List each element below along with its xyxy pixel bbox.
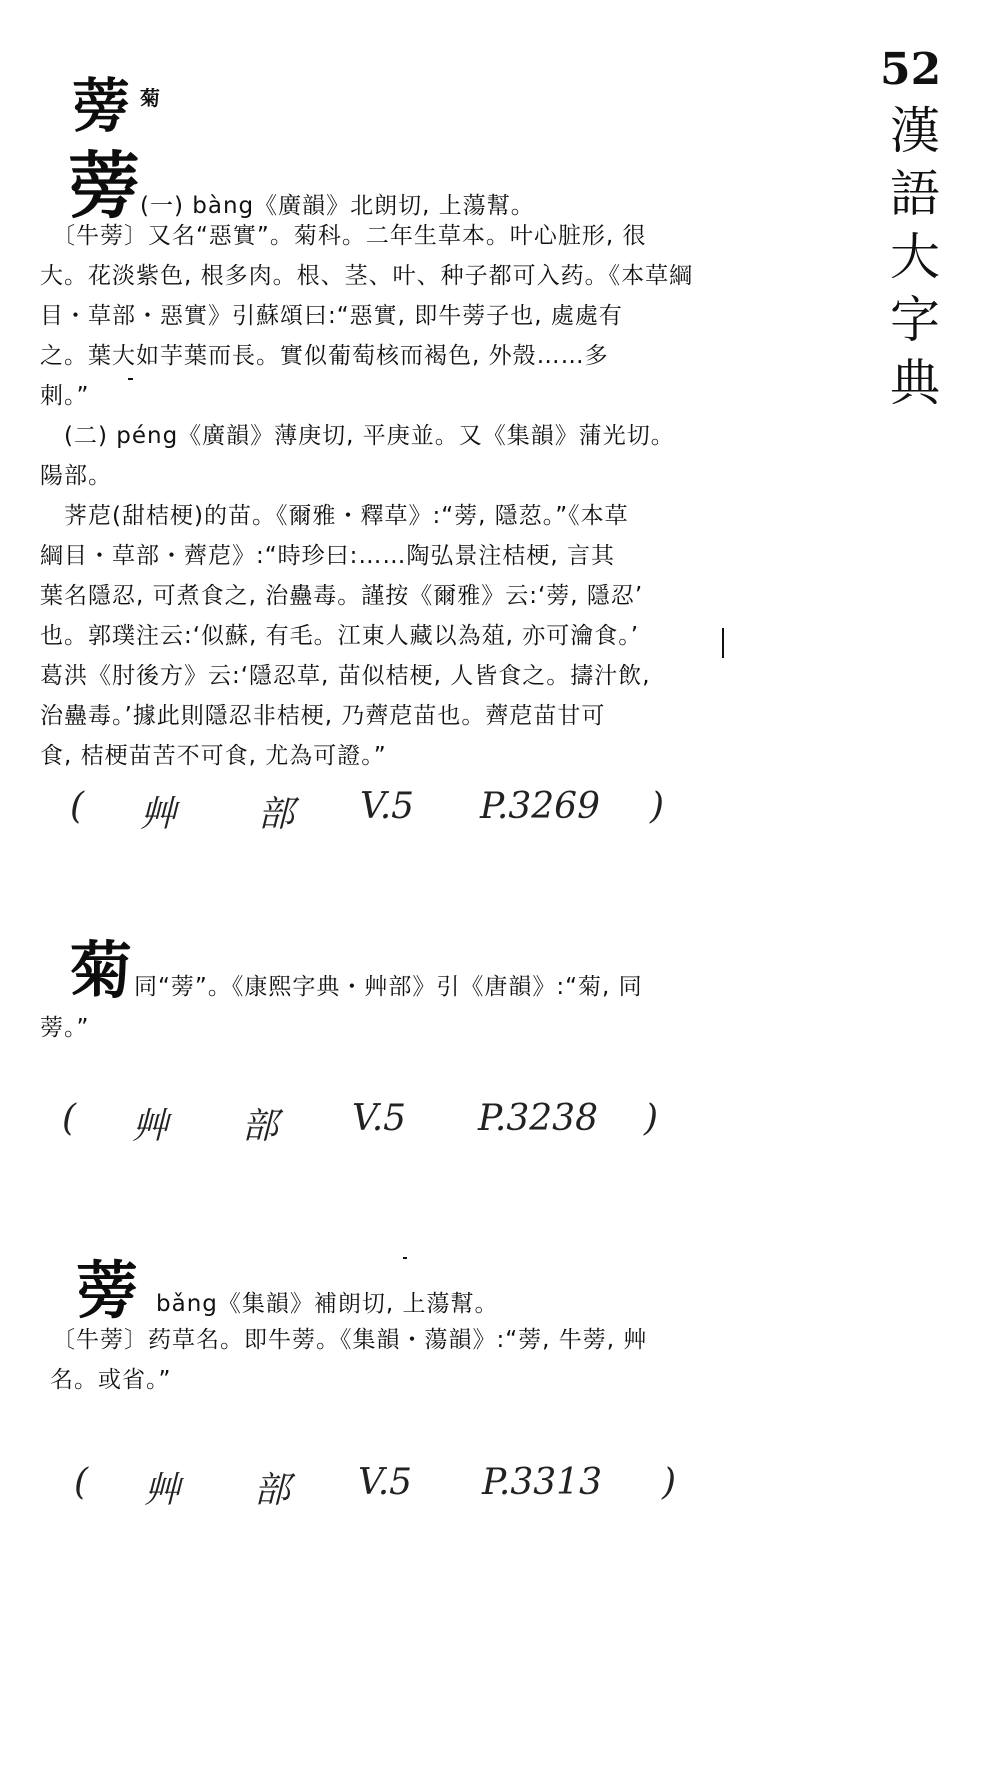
scan-dot bbox=[403, 1257, 407, 1259]
body-line: 荠苨(甜桔梗)的苗。《爾雅・釋草》:“蒡, 隱荵。”《本草 bbox=[64, 503, 629, 529]
body-line: 之。葉大如芋葉而長。實似葡萄核而褐色, 外殼……多 bbox=[40, 343, 609, 369]
radical-label: 部 bbox=[242, 1106, 279, 1147]
body-line: 大。花淡紫色, 根多肉。根、茎、叶、种子都可入药。《本草綱 bbox=[40, 263, 694, 289]
page-ref: P.3269 bbox=[480, 786, 600, 827]
radical: 艸 bbox=[140, 794, 177, 835]
body-line: 刺。” bbox=[40, 383, 90, 409]
body-line: 葛洪《肘後方》云:‘隱忍草, 苗似桔梗, 人皆食之。擣汁飲, bbox=[40, 663, 651, 689]
body-line: 名。或省。” bbox=[50, 1367, 172, 1393]
entry1-handwritten-reference bbox=[70, 786, 710, 836]
title-char: 漢 bbox=[890, 102, 940, 160]
page-number: 52 bbox=[880, 44, 942, 95]
entry1-head-main: 蒡 bbox=[68, 144, 141, 228]
radical-label: 部 bbox=[258, 794, 295, 835]
paren-open: ( bbox=[70, 786, 85, 827]
paren-close: ) bbox=[662, 1462, 677, 1503]
radical: 艸 bbox=[132, 1106, 169, 1147]
body-line: (二) péng《廣韻》薄庚切, 平庚並。又《集韻》蒲光切。 bbox=[64, 423, 675, 449]
entry3-handwritten-reference bbox=[74, 1462, 714, 1512]
body-line: 也。郭璞注云:‘似蘇, 有毛。江東人藏以為葅, 亦可瀹食。’ bbox=[40, 623, 640, 649]
paren-open: ( bbox=[74, 1462, 89, 1503]
dictionary-title bbox=[885, 100, 945, 415]
margin-mark bbox=[722, 628, 724, 658]
body-line: 葉名隱忍, 可煮食之, 治蠱毒。謹按《爾雅》云:‘蒡, 隱忍’ bbox=[40, 583, 644, 609]
entry2-handwritten-reference bbox=[62, 1098, 702, 1148]
entry3-body bbox=[40, 1320, 730, 1400]
paren-close: ) bbox=[644, 1098, 659, 1139]
title-char: 典 bbox=[890, 354, 940, 412]
page-ref: P.3313 bbox=[482, 1462, 602, 1503]
radical-label: 部 bbox=[254, 1470, 291, 1511]
radical: 艸 bbox=[144, 1470, 181, 1511]
title-char: 語 bbox=[890, 165, 940, 223]
body-line: 目・草部・惡實》引蘇頌曰:“惡實, 即牛蒡子也, 處處有 bbox=[40, 303, 623, 329]
entry2-body bbox=[134, 967, 734, 1007]
volume: V.5 bbox=[352, 1098, 407, 1139]
body-line: 陽部。 bbox=[40, 463, 112, 489]
body-line: 治蠱毒。’據此則隱忍非桔梗, 乃薺苨苗也。薺苨苗甘可 bbox=[40, 703, 606, 729]
entry3-head-char: 蒡 bbox=[76, 1254, 139, 1327]
entry2-head-char: 菊 bbox=[70, 934, 133, 1007]
scan-dot bbox=[128, 378, 133, 380]
entry1-reading1-header: (一) bàng《廣韻》北朗切, 上蕩幫。 bbox=[140, 193, 535, 219]
title-char: 大 bbox=[890, 228, 940, 286]
entry1-head-variant: 菊 bbox=[140, 86, 160, 110]
body-line: 〔牛蒡〕药草名。即牛蒡。《集韻・蕩韻》:“蒡, 牛蒡, 艸 bbox=[52, 1327, 648, 1353]
entry1-body bbox=[40, 216, 720, 776]
entry3-header: bǎng《集韻》補朗切, 上蕩幫。 bbox=[156, 1291, 499, 1317]
title-char: 字 bbox=[890, 291, 940, 349]
page-ref: P.3238 bbox=[478, 1098, 598, 1139]
body-line: 食, 桔梗苗苦不可食, 尤為可證。” bbox=[40, 743, 387, 769]
entry1-head-top: 蒡 bbox=[72, 72, 131, 140]
body-line: 同“蒡”。《康熙字典・艸部》引《唐韻》:“菊, 同 bbox=[134, 974, 643, 1000]
body-line: 〔牛蒡〕又名“惡實”。菊科。二年生草本。叶心脏形, 很 bbox=[52, 223, 647, 249]
entry2-body-line2: 蒡。” bbox=[40, 1015, 90, 1041]
body-line: 綱目・草部・薺苨》:“時珍曰:……陶弘景注桔梗, 言其 bbox=[40, 543, 616, 569]
paren-open: ( bbox=[62, 1098, 77, 1139]
volume: V.5 bbox=[358, 1462, 413, 1503]
volume: V.5 bbox=[360, 786, 415, 827]
paren-close: ) bbox=[650, 786, 665, 827]
